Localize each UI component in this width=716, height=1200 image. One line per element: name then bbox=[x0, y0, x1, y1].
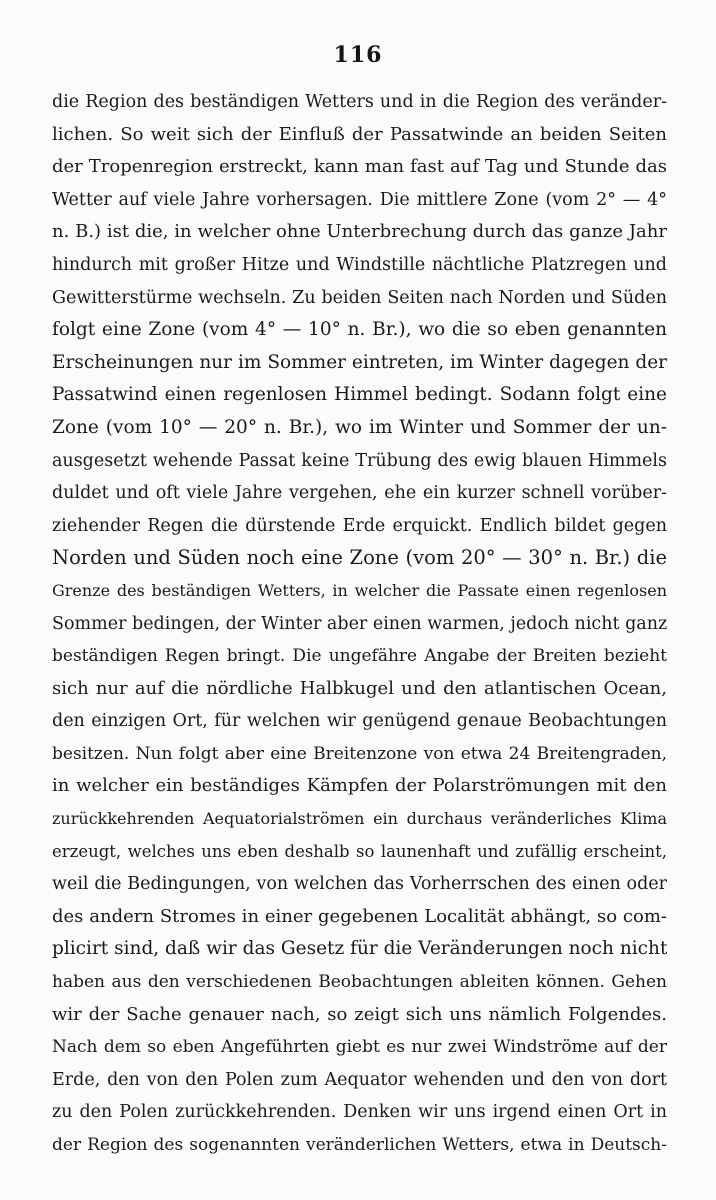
text-line: sich nur auf die nördliche Halbkugel und den atlantischen Ocean, bbox=[52, 677, 667, 699]
text-line: die Region des beständigen Wetters und in die Region des veränder- bbox=[52, 92, 667, 112]
text-line: hindurch mit großer Hitze und Windstille nächtliche Platzregen und bbox=[52, 254, 667, 275]
text-line: beständigen Regen bringt. Die ungefähre Angabe der Breiten bezieht bbox=[52, 646, 667, 667]
text-line: der Region des sogenannten veränderlichen Wetters, etwa in Deutsch- bbox=[52, 1135, 667, 1155]
text-line: n. B.) ist die, in welcher ohne Unterbrechung durch das ganze Jahr bbox=[52, 221, 667, 243]
text-line: Wetter auf viele Jahre vorhersagen. Die mittlere Zone (vom 2° — 4° bbox=[52, 189, 667, 210]
text-line: haben aus den verschiedenen Beobachtungen ableiten können. Gehen bbox=[52, 972, 667, 993]
text-line: Erde, den von den Polen zum Aequator wehenden und den von dort bbox=[52, 1069, 667, 1090]
text-line: der Tropenregion erstreckt, kann man fast auf Tag und Stunde das bbox=[52, 156, 667, 178]
text-line: weil die Bedingungen, von welchen das Vorherrschen des einen oder bbox=[52, 874, 667, 895]
text-line: duldet und oft viele Jahre vergehen, ehe ein kurzer schnell vorüber- bbox=[52, 483, 667, 504]
body-text bbox=[52, 86, 667, 1162]
text-line: Erscheinungen nur im Sommer eintreten, im Winter dagegen der bbox=[52, 351, 667, 373]
text-line: lichen. So weit sich der Einfluß der Passatwinde an beiden Seiten bbox=[52, 123, 667, 145]
text-line: Nach dem so eben Angeführten giebt es nur zwei Windströme auf der bbox=[52, 1037, 667, 1058]
text-line: ziehender Regen die dürstende Erde erquickt. Endlich bildet gegen bbox=[52, 515, 667, 536]
text-line: den einzigen Ort, für welchen wir genügend genaue Beobachtungen bbox=[52, 711, 667, 732]
text-line: wir der Sache genauer nach, so zeigt sich uns nämlich Folgendes. bbox=[52, 1003, 667, 1025]
text-line: besitzen. Nun folgt aber eine Breitenzone von etwa 24 Breitengraden, bbox=[52, 743, 667, 764]
text-line: des andern Stromes in einer gegebenen Localität abhängt, so com- bbox=[52, 905, 667, 927]
text-line: Sommer bedingen, der Winter aber einen warmen, jedoch nicht ganz bbox=[52, 613, 667, 634]
text-line: Norden und Süden noch eine Zone (vom 20° — 30° n. Br.) die bbox=[52, 546, 667, 570]
text-line: in welcher ein beständiges Kämpfen der Polarströmungen mit den bbox=[52, 775, 667, 797]
text-line: erzeugt, welches uns eben deshalb so launenhaft und zufällig erscheint, bbox=[52, 841, 667, 861]
text-line: zurückkehrenden Aequatorialströmen ein durchaus veränderliches Klima bbox=[52, 809, 667, 829]
text-line: Passatwind einen regenlosen Himmel bedingt. Sodann folgt eine bbox=[52, 384, 667, 406]
text-line: plicirt sind, daß wir das Gesetz für die Veränderungen noch nicht bbox=[52, 938, 667, 960]
text-line: Grenze des beständigen Wetters, in welcher die Passate einen regenlosen bbox=[52, 580, 667, 600]
text-line: Gewitterstürme wechseln. Zu beiden Seiten nach Norden und Süden bbox=[52, 287, 667, 308]
text-line: folgt eine Zone (vom 4° — 10° n. Br.), wo die so eben genannten bbox=[52, 319, 667, 341]
text-line: zu den Polen zurückkehrenden. Denken wir uns irgend einen Ort in bbox=[52, 1102, 667, 1123]
text-line: ausgesetzt wehende Passat keine Trübung des ewig blauen Himmels bbox=[52, 450, 667, 471]
text-line: Zone (vom 10° — 20° n. Br.), wo im Winter und Sommer der un- bbox=[52, 416, 667, 438]
page-number: 116 bbox=[333, 42, 383, 68]
